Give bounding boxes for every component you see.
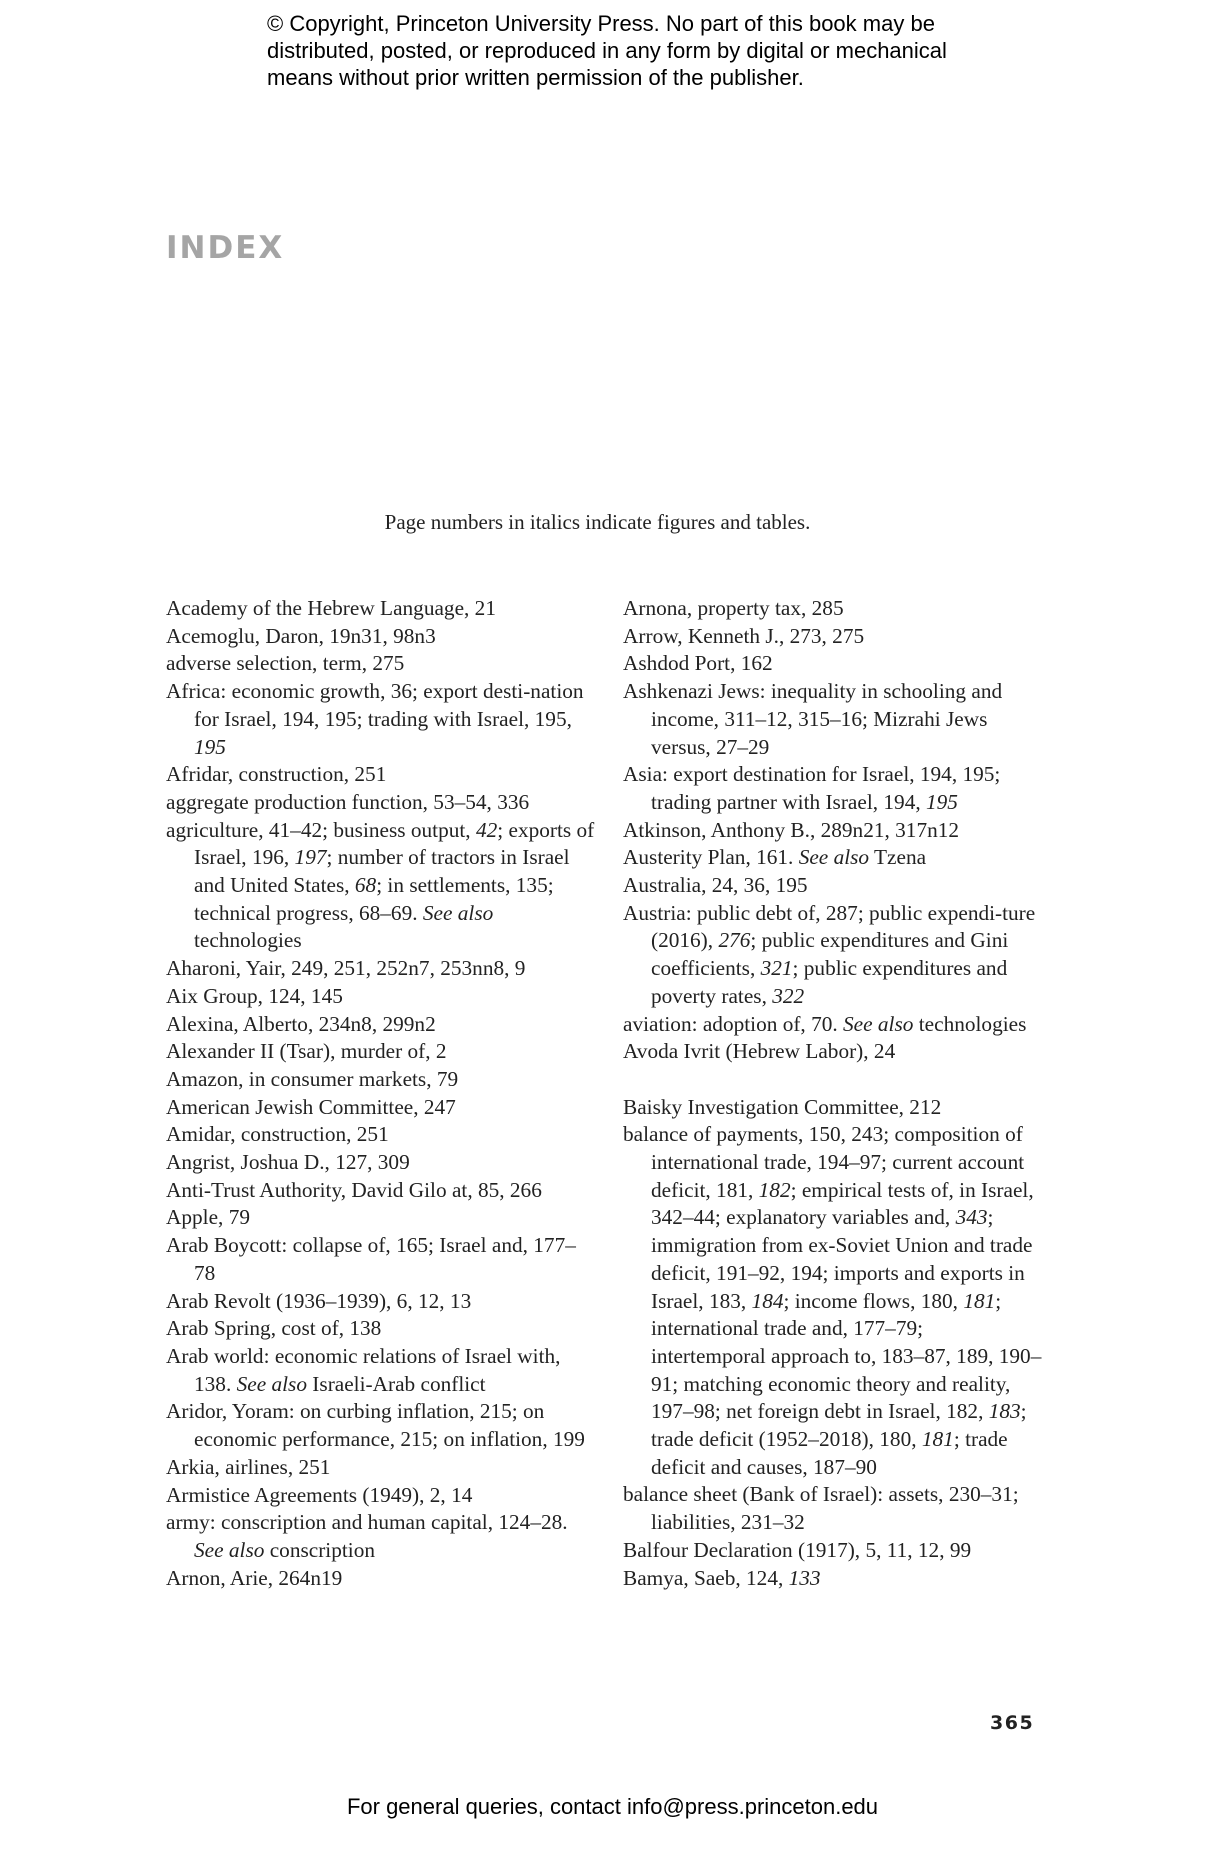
index-entry	[623, 761, 1043, 816]
index-entry-text: Armistice Agreements (1949), 2, 14	[166, 1482, 473, 1507]
index-entry-text: ; international trade and, 177–79; intertemporal approach to, 183–87, 189, 190–91; matching economic theory and reality, 197–98; net foreign debt in Israel, 182,	[651, 1288, 1042, 1424]
index-entry-italic: 197	[294, 845, 327, 870]
index-entry	[623, 595, 1043, 623]
index-entry-text: Aharoni, Yair, 249, 251, 252n7, 253nn8, 9	[166, 956, 526, 981]
index-entry-text: agriculture, 41–42; business output,	[166, 817, 476, 842]
index-entry-text: Aix Group, 124, 145	[166, 983, 343, 1008]
index-entry-italic: See also	[798, 845, 870, 870]
index-entry	[166, 955, 596, 983]
index-entry	[623, 1565, 1043, 1593]
index-entry	[166, 1454, 596, 1482]
footer-contact: For general queries, contact info@press.princeton.edu	[346, 1794, 879, 1819]
index-entry-text: Avoda Ivrit (Hebrew Labor), 24	[623, 1039, 896, 1064]
copyright-line: © Copyright, Princeton University Press. No part of this book may be	[267, 11, 935, 36]
index-entry-italic: 343	[955, 1205, 988, 1230]
page-number: 365	[990, 1712, 1035, 1734]
index-entry	[166, 678, 596, 761]
copyright-line: distributed, posted, or reproduced in any form by digital or mechanical	[267, 38, 947, 63]
index-entry	[623, 1038, 1043, 1066]
index-entry-text: Arab Revolt (1936–1939), 6, 12, 13	[166, 1288, 472, 1313]
index-entry-text: ; exports of Israel, 196,	[194, 817, 595, 870]
index-entry	[166, 1177, 596, 1205]
index-entry	[166, 595, 596, 623]
index-entry	[166, 1398, 596, 1453]
index-entry	[623, 678, 1043, 761]
index-entry	[623, 872, 1043, 900]
index-entry-italic: 133	[788, 1565, 821, 1590]
index-entry	[166, 1315, 596, 1343]
index-entry-italic: 182	[758, 1177, 791, 1202]
index-entry	[166, 1204, 596, 1232]
index-entry-text: Apple, 79	[166, 1205, 250, 1230]
index-entry-text: ; number of tractors in Israel and United States,	[194, 845, 570, 898]
index-entry-text: Atkinson, Anthony B., 289n21, 317n12	[623, 817, 960, 842]
index-entry-text: ; public expenditures and poverty rates,	[651, 956, 1008, 1008]
index-entry-text: ; trade deficit and causes, 187–90	[651, 1427, 1008, 1479]
index-entry-text: Alexina, Alberto, 234n8, 299n2	[166, 1011, 436, 1036]
index-entry-text: Tzena	[869, 845, 927, 870]
index-entry-text: Israeli-Arab conflict	[306, 1371, 486, 1396]
index-entry	[166, 1149, 596, 1177]
index-entry-text: balance of payments, 150, 243; composition of international trade, 194–97; current account deficit, 181,	[623, 1122, 1025, 1202]
index-entry-italic: See also	[422, 900, 494, 925]
index-entry	[166, 789, 596, 817]
index-entry-italic: 181	[921, 1427, 954, 1452]
copyright-line: means without prior written permission of the publisher.	[267, 65, 804, 90]
index-entry	[166, 650, 596, 678]
index-column-left	[166, 595, 596, 1592]
index-entry-text: adverse selection, term, 275	[166, 651, 405, 676]
index-entry-text: ; immigration from ex-Soviet Union and trade deficit, 191–92, 194; imports and exports in Israel, 183,	[651, 1205, 1033, 1313]
index-entry	[623, 1094, 1043, 1122]
index-entry	[623, 1537, 1043, 1565]
index-entry	[166, 1482, 596, 1510]
index-entry	[166, 817, 596, 956]
index-entry-text: Australia, 24, 36, 195	[623, 873, 808, 898]
index-entry-text: Alexander II (Tsar), murder of, 2	[166, 1039, 447, 1064]
index-entry	[166, 1565, 596, 1593]
index-entry-text: Angrist, Joshua D., 127, 309	[166, 1150, 410, 1175]
index-entry-text: Amidar, construction, 251	[166, 1122, 389, 1147]
index-entry-text: aggregate production function, 53–54, 336	[166, 789, 530, 814]
index-entry-italic: 181	[963, 1288, 996, 1313]
index-entry-text: ; public expenditures and Gini coefficients,	[651, 928, 1009, 981]
index-entry-text: Amazon, in consumer markets, 79	[166, 1066, 459, 1091]
index-entry-text: Baisky Investigation Committee, 212	[623, 1094, 942, 1119]
index-entry-text: conscription	[264, 1537, 375, 1562]
index-entry	[623, 650, 1043, 678]
index-entry-text: Austria: public debt of, 287; public expendi-ture (2016),	[623, 900, 1036, 953]
index-entry-italic: See also	[194, 1537, 265, 1562]
index-entry-italic: 183	[988, 1399, 1021, 1424]
index-entry	[166, 983, 596, 1011]
index-entry-text: ; income flows, 180,	[783, 1288, 964, 1313]
index-entry-text: Arab world: economic relations of Israel with, 138.	[166, 1343, 561, 1396]
index-entry	[166, 761, 596, 789]
index-column-right	[623, 595, 1043, 1592]
index-entry-italic: 184	[751, 1288, 784, 1313]
page-title: INDEX	[166, 230, 285, 266]
index-entry-text: ; trade deficit (1952–2018), 180,	[651, 1399, 1027, 1452]
index-entry-text: Aridor, Yoram: on curbing inflation, 215; on economic performance, 215; on inflation, 199	[166, 1399, 585, 1452]
index-entry-text: Bamya, Saeb, 124,	[623, 1565, 789, 1590]
index-entry-italic: 195	[926, 789, 958, 814]
index-entry-text: Ashdod Port, 162	[623, 651, 773, 676]
index-entry-text: Balfour Declaration (1917), 5, 11, 12, 99	[623, 1537, 972, 1562]
index-entry	[623, 817, 1043, 845]
index-entry-text: American Jewish Committee, 247	[166, 1094, 456, 1119]
index-entry-italic: 195	[194, 734, 226, 759]
index-entry-text: Arnona, property tax, 285	[623, 596, 844, 620]
index-entry-italic: 321	[760, 956, 793, 981]
index-entry-italic: 276	[718, 928, 751, 953]
index-entry-text: army: conscription and human capital, 124–28.	[166, 1510, 568, 1535]
index-entry-text: Anti-Trust Authority, David Gilo at, 85, 266	[166, 1177, 542, 1202]
index-entry	[623, 623, 1043, 651]
index-entry-italic: See also	[843, 1011, 914, 1036]
index-entry	[166, 1288, 596, 1316]
index-entry-text: Arkia, airlines, 251	[166, 1454, 331, 1479]
index-entry-text: ; in settlements, 135; technical progress, 68–69.	[194, 873, 554, 925]
index-entry-text: Ashkenazi Jews: inequality in schooling and income, 311–12, 315–16; Mizrahi Jews versus, 27–29	[623, 679, 1003, 759]
index-entry	[166, 1509, 596, 1564]
index-entry	[166, 1094, 596, 1122]
index-entry-text: technologies	[913, 1011, 1027, 1036]
index-entry-text: Arrow, Kenneth J., 273, 275	[623, 623, 865, 648]
index-entry	[166, 1232, 596, 1287]
index-entry-text: aviation: adoption of, 70.	[623, 1011, 844, 1036]
index-entry	[166, 1038, 596, 1066]
index-entry	[623, 1121, 1043, 1481]
index-entry-italic: 322	[772, 983, 805, 1008]
index-entry-text: Africa: economic growth, 36; export desti-nation for Israel, 194, 195; trading with Israel, 195,	[166, 679, 584, 731]
index-entry-text: Arnon, Arie, 264n19	[166, 1565, 343, 1590]
index-entry-italic: See also	[236, 1371, 307, 1396]
index-entry	[623, 1481, 1043, 1536]
index-entry	[166, 1121, 596, 1149]
index-entry-italic: 42	[475, 817, 498, 842]
index-entry-text: technologies	[194, 928, 302, 953]
index-entry	[623, 900, 1043, 1011]
index-entry	[623, 844, 1043, 872]
copyright-notice	[267, 10, 1027, 91]
index-entry-text: Arab Boycott: collapse of, 165; Israel and, 177–78	[166, 1233, 576, 1285]
index-entry-text: Asia: export destination for Israel, 194, 195; trading partner with Israel, 194,	[623, 762, 1001, 814]
index-entry-text: Academy of the Hebrew Language, 21	[166, 596, 496, 620]
italics-note: Page numbers in italics indicate figures and tables.	[384, 510, 811, 534]
index-entry-text: balance sheet (Bank of Israel): assets, 230–31; liabilities, 231–32	[623, 1482, 1019, 1535]
index-entry-text: Arab Spring, cost of, 138	[166, 1316, 382, 1341]
index-entry-text: Acemoglu, Daron, 19n31, 98n3	[166, 623, 436, 648]
index-entry	[623, 1011, 1043, 1039]
index-entry	[166, 623, 596, 651]
index-entry-text: Afridar, construction, 251	[166, 762, 387, 787]
index-entry	[166, 1011, 596, 1039]
index-entry	[166, 1066, 596, 1094]
index-entry-text: ; empirical tests of, in Israel, 342–44; explanatory variables and,	[651, 1177, 1034, 1230]
index-entry-text: Austerity Plan, 161.	[623, 845, 799, 870]
index-entry-italic: 68	[354, 873, 377, 898]
index-entry	[166, 1343, 596, 1398]
